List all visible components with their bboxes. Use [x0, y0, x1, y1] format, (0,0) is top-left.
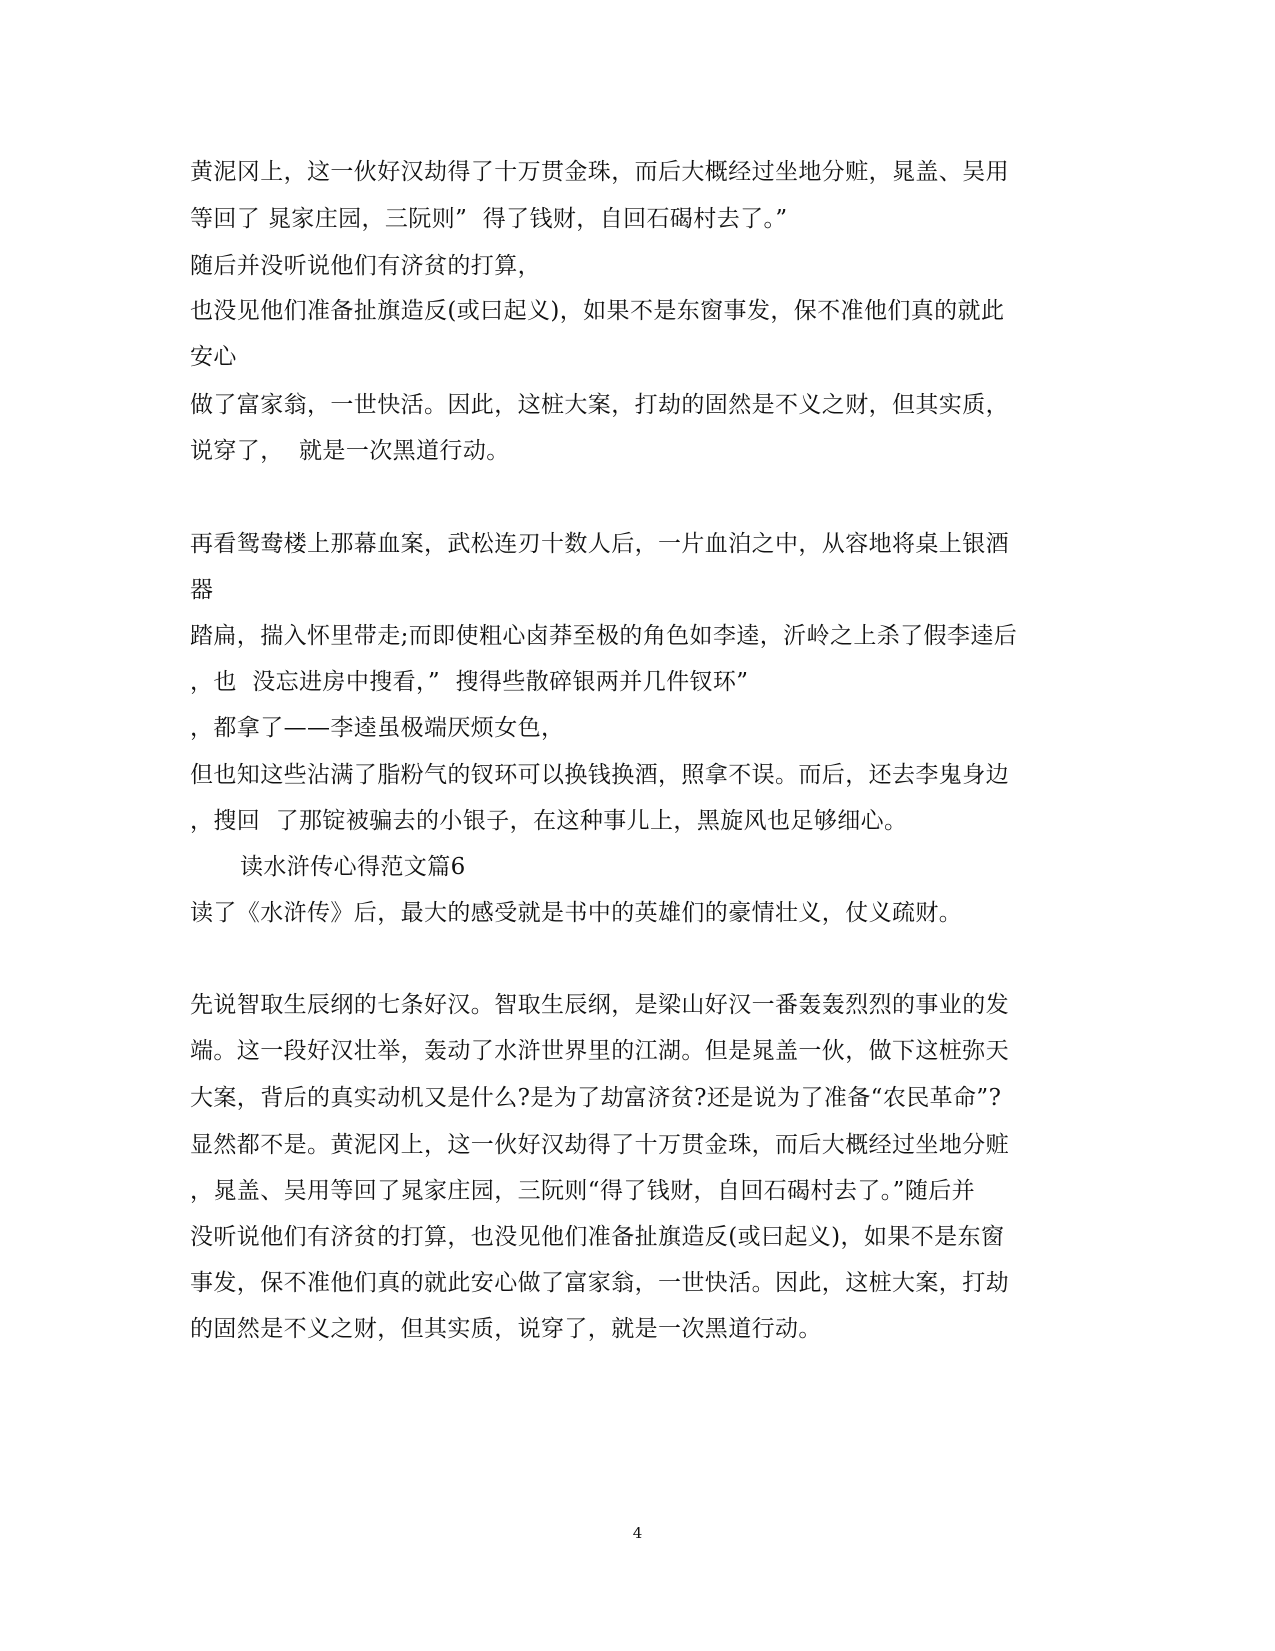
text-line: 说穿了， 就是一次黑道行动。 — [190, 438, 510, 464]
text-line: 没听说他们有济贫的打算，也没见他们准备扯旗造反(或曰起义)，如果不是东窗 — [190, 1224, 1005, 1250]
text-line: 也没见他们准备扯旗造反(或曰起义)，如果不是东窗事发，保不准他们真的就此 — [190, 298, 1005, 324]
text-line: 踏扁，揣入怀里带走;而即使粗心卤莽至极的角色如李逵，沂岭之上杀了假李逵后 — [190, 623, 1018, 649]
text-line: 黄泥冈上，这一伙好汉劫得了十万贯金珠，而后大概经过坐地分赃，晁盖、吴用 — [190, 159, 1009, 185]
text-line: 再看鸳鸯楼上那幕血案，武松连刃十数人后，一片血泊之中，从容地将桌上银酒 — [190, 531, 1009, 557]
text-line: 随后并没听说他们有济贫的打算， — [190, 253, 541, 279]
text-line: 端。这一段好汉壮举，轰动了水浒世界里的江湖。但是晁盖一伙，做下这桩弥天 — [190, 1038, 1009, 1064]
text-line: ，晁盖、吴用等回了晁家庄园，三阮则“得了钱财，自回石碣村去了。”随后并 — [190, 1178, 976, 1204]
text-line: 事发，保不准他们真的就此安心做了富家翁，一世快活。因此，这桩大案，打劫 — [190, 1270, 1009, 1296]
text-line: ，搜回 了那锭被骗去的小银子，在这种事儿上，黑旋风也足够细心。 — [190, 808, 908, 834]
text-line: 先说智取生辰纲的七条好汉。智取生辰纲，是梁山好汉一番轰轰烈烈的事业的发 — [190, 992, 1009, 1018]
text-line: 但也知这些沾满了脂粉气的钗环可以换钱换酒，照拿不误。而后，还去李鬼身边 — [190, 762, 1009, 788]
text-line: ，也 没忘进房中搜看，” 搜得些散碎银两并几件钗环” — [190, 669, 749, 695]
text-line: 安心 — [190, 344, 237, 370]
text-line: 读了《水浒传》后，最大的感受就是书中的英雄们的豪情壮义，仗义疏财。 — [190, 900, 963, 926]
text-line: 做了富家翁，一世快活。因此，这桩大案，打劫的固然是不义之财，但其实质， — [190, 392, 1009, 418]
text-line: 显然都不是。黄泥冈上，这一伙好汉劫得了十万贯金珠，而后大概经过坐地分赃 — [190, 1132, 1009, 1158]
page-number: 4 — [632, 1524, 643, 1542]
text-line: 大案，背后的真实动机又是什么?是为了劫富济贫?还是说为了准备“农民革命”? — [190, 1085, 1002, 1111]
text-line: 的固然是不义之财，但其实质，说穿了，就是一次黑道行动。 — [190, 1316, 822, 1342]
text-line: 等回了 晁家庄园，三阮则” 得了钱财，自回石碣村去了。” — [190, 206, 788, 232]
section-heading: 读水浒传心得范文篇6 — [240, 854, 466, 880]
text-line: 器 — [190, 577, 214, 603]
text-line: ，都拿了——李逵虽极端厌烦女色， — [190, 715, 565, 741]
